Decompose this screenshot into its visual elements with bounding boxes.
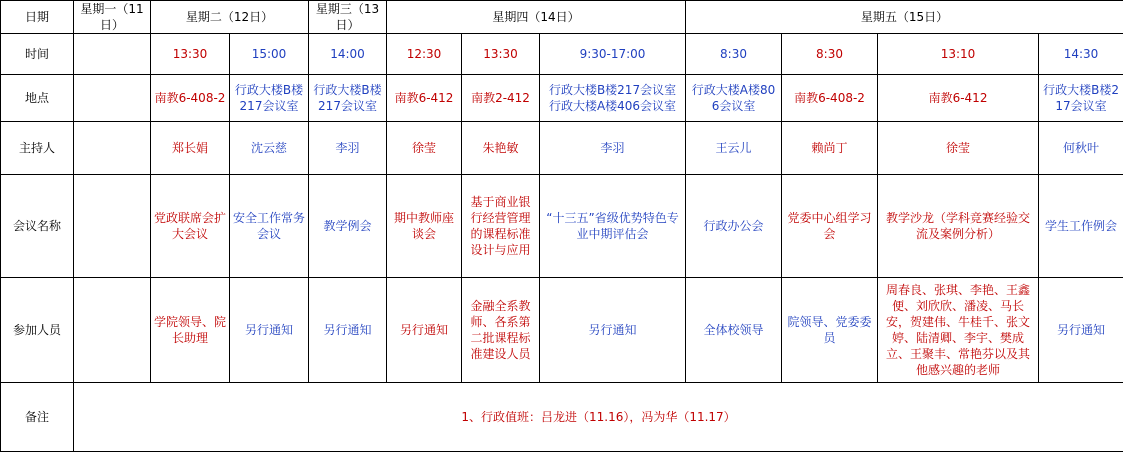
time-cell: 13:30 xyxy=(151,34,230,75)
place-label: 地点 xyxy=(1,75,74,122)
meeting-name-cell: 基于商业银行经营管理的课程标准设计与应用 xyxy=(462,175,540,278)
meeting-name-cell: 党委中心组学习会 xyxy=(782,175,878,278)
attendees-cell: 另行通知 xyxy=(230,278,309,383)
host-cell: 李羽 xyxy=(309,122,387,175)
time-row xyxy=(1,34,1123,75)
time-label: 时间 xyxy=(1,34,74,75)
date-label: 日期 xyxy=(1,1,74,34)
time-cell: 14:00 xyxy=(309,34,387,75)
attendees-cell-mon xyxy=(74,278,151,383)
meeting-name-cell: 党政联席会扩大会议 xyxy=(151,175,230,278)
place-cell-mon xyxy=(74,75,151,122)
attendees-cell: 另行通知 xyxy=(309,278,387,383)
attendees-cell: 另行通知 xyxy=(540,278,686,383)
host-cell: 王云儿 xyxy=(686,122,782,175)
time-cell: 13:30 xyxy=(462,34,540,75)
attendees-cell: 另行通知 xyxy=(1039,278,1123,383)
host-row xyxy=(1,122,1123,175)
attendees-cell: 全体校领导 xyxy=(686,278,782,383)
place-cell: 行政大楼B楼217会议室 xyxy=(309,75,387,122)
day-header-wed: 星期三（13日） xyxy=(309,1,387,34)
meeting-cell-mon xyxy=(74,175,151,278)
remarks-label: 备注 xyxy=(1,383,74,452)
attendees-cell: 另行通知 xyxy=(387,278,462,383)
attendees-cell: 周春良、张琪、李艳、王鑫便、刘欣欣、潘凌、马长安，贺建伟、牛桂千、张文婷、陆清卿、李宇、樊成立、王聚丰、常艳芬以及其他感兴趣的老师 xyxy=(878,278,1039,383)
host-cell: 何秋叶 xyxy=(1039,122,1123,175)
day-header-tue: 星期二（12日） xyxy=(151,1,309,34)
place-cell: 行政大楼B楼217会议室行政大楼A楼406会议室 xyxy=(540,75,686,122)
day-header-fri: 星期五（15日） xyxy=(686,1,1123,34)
date-row xyxy=(1,1,1123,34)
time-cell: 8:30 xyxy=(782,34,878,75)
time-cell: 8:30 xyxy=(686,34,782,75)
place-cell: 南教6-408-2 xyxy=(782,75,878,122)
time-cell: 12:30 xyxy=(387,34,462,75)
meeting-name-cell: 教学例会 xyxy=(309,175,387,278)
meeting-name-cell: 期中教师座谈会 xyxy=(387,175,462,278)
host-label: 主持人 xyxy=(1,122,74,175)
attendees-row xyxy=(1,278,1123,383)
meeting-name-cell: 安全工作常务会议 xyxy=(230,175,309,278)
day-header-thu: 星期四（14日） xyxy=(387,1,686,34)
host-cell: 李羽 xyxy=(540,122,686,175)
meeting-label: 会议名称 xyxy=(1,175,74,278)
remarks-row xyxy=(1,383,1123,452)
attendees-cell: 金融全系教师、各系第二批课程标准建设人员 xyxy=(462,278,540,383)
meeting-name-cell: 学生工作例会 xyxy=(1039,175,1123,278)
meeting-name-cell: 教学沙龙（学科竞赛经验交流及案例分析） xyxy=(878,175,1039,278)
time-cell: 14:30 xyxy=(1039,34,1123,75)
place-cell: 南教2-412 xyxy=(462,75,540,122)
time-cell: 9:30-17:00 xyxy=(540,34,686,75)
attendees-cell: 院领导、党委委员 xyxy=(782,278,878,383)
remarks-text: 1、行政值班：吕龙进（11.16），冯为华（11.17） xyxy=(74,383,1123,452)
attendees-label: 参加人员 xyxy=(1,278,74,383)
place-cell: 行政大楼A楼806会议室 xyxy=(686,75,782,122)
place-cell: 行政大楼B楼217会议室 xyxy=(230,75,309,122)
day-header-mon: 星期一（11日） xyxy=(74,1,151,34)
place-cell: 南教6-412 xyxy=(387,75,462,122)
time-cell: 13:10 xyxy=(878,34,1039,75)
host-cell: 朱艳敏 xyxy=(462,122,540,175)
host-cell: 沈云慈 xyxy=(230,122,309,175)
time-cell: 15:00 xyxy=(230,34,309,75)
host-cell: 郑长娟 xyxy=(151,122,230,175)
host-cell: 徐莹 xyxy=(387,122,462,175)
meeting-name-row xyxy=(1,175,1123,278)
place-cell: 南教6-408-2 xyxy=(151,75,230,122)
attendees-cell: 学院领导、院长助理 xyxy=(151,278,230,383)
place-cell: 南教6-412 xyxy=(878,75,1039,122)
host-cell: 徐莹 xyxy=(878,122,1039,175)
meeting-name-cell: 行政办公会 xyxy=(686,175,782,278)
time-cell-mon xyxy=(74,34,151,75)
place-row xyxy=(1,75,1123,122)
host-cell: 赖尚丁 xyxy=(782,122,878,175)
meeting-name-cell: “十三五”省级优势特色专业中期评估会 xyxy=(540,175,686,278)
host-cell-mon xyxy=(74,122,151,175)
place-cell: 行政大楼B楼217会议室 xyxy=(1039,75,1123,122)
